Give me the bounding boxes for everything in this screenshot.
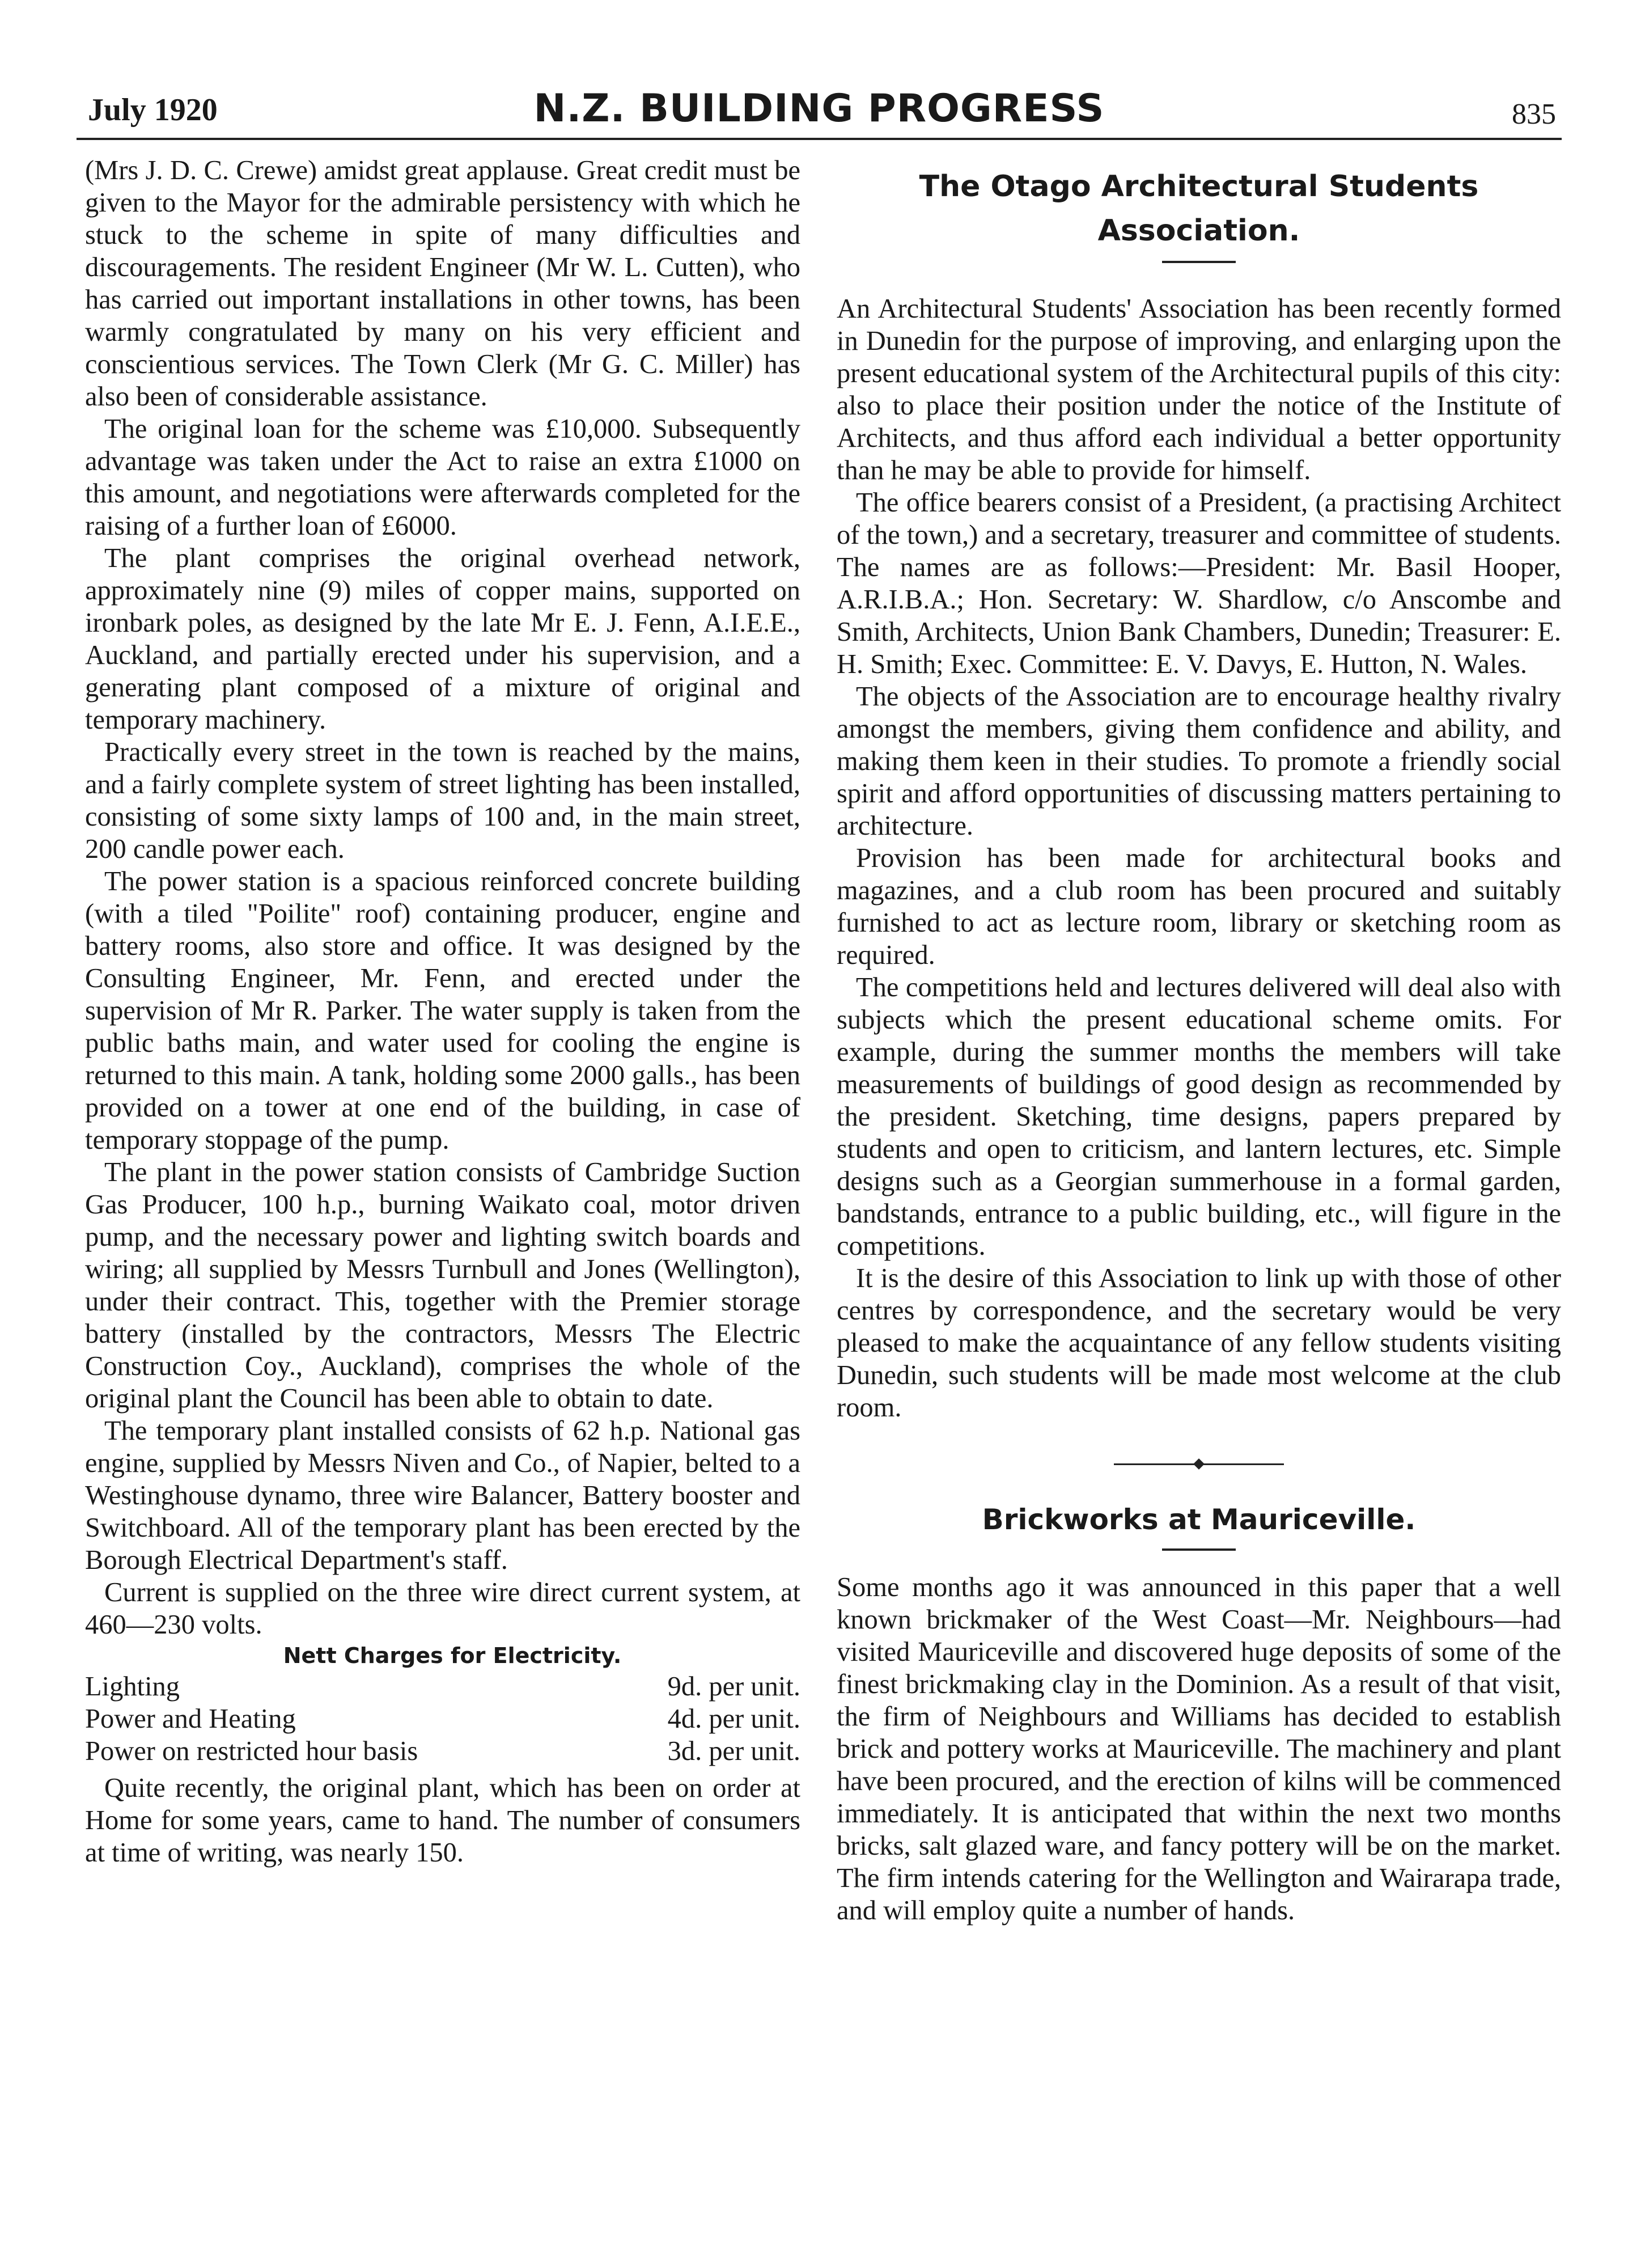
title-rule: [1162, 261, 1236, 263]
charges-table: [85, 1670, 800, 1767]
right-column: [837, 154, 1561, 1927]
left-column: [85, 154, 800, 1869]
body-paragraph: Practically every street in the town is reached by the mains, and a fairly complete system of street lighting has been installed, consisting of some sixty lamps of 100 and, in the main street, 200 candle power each.: [85, 737, 800, 864]
charge-row: [85, 1735, 800, 1767]
body-paragraph: The power station is a spacious reinforced concrete building (with a tiled "Poilite" roof) containing producer, engine and battery rooms, also store and office. It was designed by the Consulting Engineer, Mr. Fenn, and erected under the supervision of Mr R. Parker. The water supply is taken from the public baths main, and water used for cooling the engine is returned to this main. A tank, holding some 2000 galls., has been provided on a tower at one end of the building, in case of temporary stoppage of the pump.: [85, 866, 800, 1155]
title-rule: [1162, 1548, 1236, 1551]
body-paragraph: The original loan for the scheme was £10,000. Subsequently advantage was taken under the Act to raise an extra £1000 on this amount, and negotiations were afterwards completed for the raising of a further loan of £6000.: [85, 414, 800, 541]
charge-label: Lighting: [85, 1672, 180, 1702]
body-paragraph: The objects of the Association are to encourage healthy rivalry amongst the members, giving them confidence and ability, and making them keen in their studies. To promote a friendly social spirit and afford opportunities of discussing matters pertaining to architecture.: [837, 682, 1561, 841]
brickworks-article-title: Brickworks at Mauriceville.: [982, 1503, 1416, 1536]
charge-value: 3d. per unit.: [667, 1736, 800, 1766]
body-paragraph: Some months ago it was announced in this paper that a well known brickmaker of the West Coast—Mr. Neighbours—had visited Mauriceville and discovered huge deposits of some of the finest brickmaking clay in the Dominion. As a result of that visit, the firm of Neighbours and Williams has decided to establish brick and pottery works at Mauriceville. The machinery and plant have been procured, and the erection of kilns will be commenced immediately. It is anticipated that within the next two months bricks, salt glazed ware, and fancy pottery will be on the market. The firm intends catering for the Wellington and Wairarapa trade, and will employ quite a number of hands.: [837, 1572, 1561, 1926]
charges-heading: Nett Charges for Electricity.: [283, 1643, 622, 1668]
header-rule: [77, 138, 1562, 140]
body-paragraph: Quite recently, the original plant, which has been on order at Home for some years, came to hand. The number of consumers at time of writing, was nearly 150.: [85, 1773, 800, 1868]
issue-date: July 1920: [88, 92, 218, 128]
section-divider: [1114, 1455, 1284, 1472]
body-paragraph: An Architectural Students' Association has been recently formed in Dunedin for the purpose of improving, and enlarging upon the present educational system of the Architectural pupils of this city: also to place their position under the notice of the Institute of Architects, and thus afford each individual a better opportunity than he may be able to provide for himself.: [837, 294, 1561, 485]
otago-article-title: The Otago Architectural Students Association.: [919, 170, 1479, 248]
page-number: 835: [1512, 98, 1556, 130]
body-paragraph: Current is supplied on the three wire direct current system, at 460—230 volts.: [85, 1577, 800, 1640]
body-paragraph: It is the desire of this Association to link up with those of other centres by correspondence, and the secretary would be very pleased to make the acquaintance of any fellow students visiting Dunedin, such students will be made most welcome at the club room.: [837, 1263, 1561, 1423]
body-paragraph: The plant comprises the original overhead network, approximately nine (9) miles of copper mains, supported on ironbark poles, as designed by the late Mr E. J. Fenn, A.I.E.E., Auckland, and partially erected under his supervision, and a generating plant composed of a mixture of original and temporary machinery.: [85, 543, 800, 735]
charge-value: 4d. per unit.: [667, 1704, 800, 1734]
body-paragraph: The plant in the power station consists of Cambridge Suction Gas Producer, 100 h.p., burning Waikato coal, motor driven pump, and the necessary power and lighting switch boards and wiring; all supplied by Messrs Turnbull and Jones (Wellington), under their contract. This, together with the Premier storage battery (installed by the contractors, Messrs The Electric Construction Coy., Auckland), comprises the whole of the original plant the Council has been able to obtain to date.: [85, 1157, 800, 1414]
publication-title: N.Z. BUILDING PROGRESS: [533, 86, 1105, 131]
running-head: [77, 86, 1562, 140]
charge-label: Power and Heating: [85, 1704, 296, 1734]
diamond-ornament-icon: [1193, 1458, 1205, 1470]
body-paragraph: Provision has been made for architectural books and magazines, and a club room has been procured and suitably furnished to act as lecture room, library or sketching room as required.: [837, 843, 1561, 970]
body-paragraph: The temporary plant installed consists of 62 h.p. National gas engine, supplied by Messrs Niven and Co., of Napier, belted to a Westinghouse dynamo, three wire Balancer, Battery booster and Switchboard. All of the temporary plant has been erected by the Borough Electrical Department's staff.: [85, 1416, 800, 1575]
charge-row: [85, 1670, 800, 1703]
charge-label: Power on restricted hour basis: [85, 1736, 418, 1766]
charge-row: [85, 1703, 800, 1735]
body-paragraph: (Mrs J. D. C. Crewe) amidst great applause. Great credit must be given to the Mayor for the admirable persistency with which he stuck to the scheme in spite of many difficulties and discouragements. The resident Engineer (Mr W. L. Cutten), who has carried out important installations in other towns, has been warmly congratulated by many on his very efficient and conscientious services. The Town Clerk (Mr G. C. Miller) has also been of considerable assistance.: [85, 155, 800, 412]
body-paragraph: The competitions held and lectures delivered will deal also with subjects which the present educational scheme omits. For example, during the summer months the members will take measurements of buildings of good design as recommended by the president. Sketching, time designs, papers prepared by students and open to criticism, and lantern lectures, etc. Simple designs such as a Georgian summerhouse in a formal garden, bandstands, entrance to a public building, etc., will figure in the competitions.: [837, 972, 1561, 1261]
charge-value: 9d. per unit.: [667, 1672, 800, 1702]
body-paragraph: The office bearers consist of a President, (a practising Architect of the town,) and a secretary, treasurer and committee of students. The names are as follows:—President: Mr. Basil Hooper, A.R.I.B.A.; Hon. Secretary: W. Shardlow, c/o Anscombe and Smith, Architects, Union Bank Chambers, Dunedin; Treasurer: E. H. Smith; Exec. Committee: E. V. Davys, E. Hutton, N. Wales.: [837, 488, 1561, 679]
